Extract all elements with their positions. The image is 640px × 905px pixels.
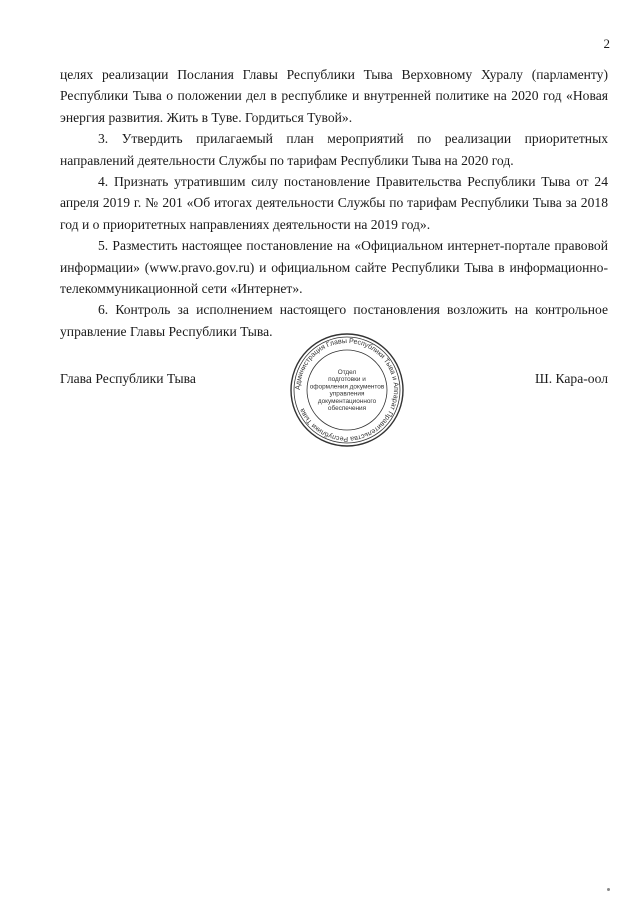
stamp-inner-line: подготовки и <box>328 376 366 384</box>
stamp-inner-line: документационного <box>317 397 377 405</box>
stamp-inner-line: Отдел <box>337 369 357 376</box>
document-body <box>60 64 608 342</box>
stamp-inner-line: обеспечения <box>327 405 367 412</box>
stamp-inner-line: управления <box>329 390 365 398</box>
page-number: 2 <box>603 36 610 51</box>
paragraph-continuation: целях реализации Послания Главы Республики Тыва Верховному Хуралу (парламенту) Республики Тыва о положении дел в республике и внутренней политике на 2020 год «Новая энергия развития. Жить в Туве. Гордиться Тувой». <box>60 67 608 125</box>
paragraph-item-6: 6. Контроль за исполнением настоящего постановления возложить на контрольное управление Главы Республики Тыва. <box>60 302 608 339</box>
paragraph-item-5: 5. Разместить настоящее постановление на «Официальном интернет-портале правовой информации» (www.pravo.gov.ru) и официальном сайте Республики Тыва в информационно-телекоммуникационной сети «Интернет». <box>60 238 608 297</box>
signature-role: Глава Республики Тыва <box>60 371 196 386</box>
scan-artifact <box>607 888 610 891</box>
stamp-inner-line: оформления документов <box>309 383 385 391</box>
paragraph-item-4: 4. Признать утратившим силу постановление Правительства Республики Тыва от 24 апреля 2019 г. № 201 «Об итогах деятельности Службы по тарифам Республики Тыва за 2018 год и о приоритетных направлениях деятельности на 2019 год». <box>60 174 608 232</box>
paragraph-item-3: 3. Утвердить прилагаемый план мероприятий по реализации приоритетных направлений деятельности Службы по тарифам Республики Тыва на 2020 год. <box>60 131 608 168</box>
signature-name: Ш. Кара-оол <box>535 371 608 386</box>
stamp-ring-text: Администрация Главы Республики Тыва и Аппарат Правительства Республики Тыва <box>294 337 400 443</box>
official-stamp <box>288 331 406 449</box>
